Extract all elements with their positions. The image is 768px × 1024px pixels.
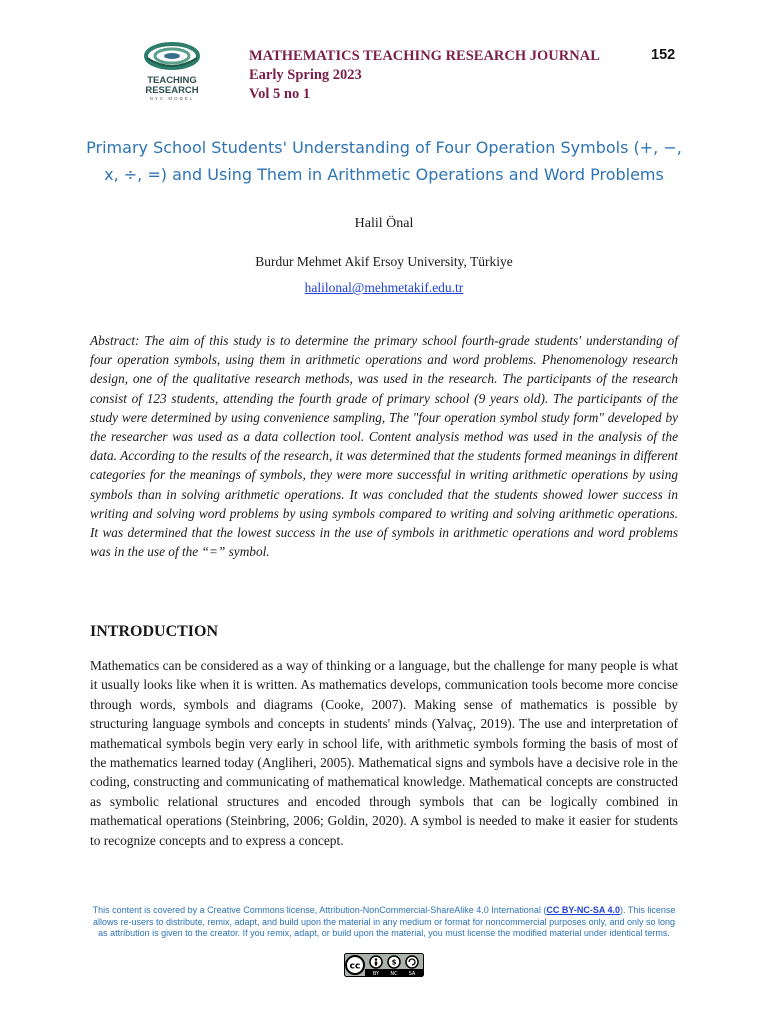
svg-text:cc: cc [349, 961, 361, 972]
page-number: 152 [651, 47, 676, 63]
cc-badge-label-sa: SA [408, 971, 416, 977]
cc-license-badge-icon [344, 953, 424, 977]
journal-name: MATHEMATICS TEACHING RESEARCH JOURNAL [249, 48, 600, 64]
cc-badge-label-by: BY [372, 971, 380, 977]
license-notice [92, 905, 676, 940]
journal-header [249, 47, 600, 104]
license-link[interactable]: CC BY-NC-SA 4.0 [546, 905, 621, 915]
section-heading: INTRODUCTION [90, 623, 219, 640]
volume: Vol 5 no 1 [249, 86, 311, 102]
logo-wordmark: TEACHING RESEARCH [145, 75, 199, 96]
author-affiliation: Burdur Mehmet Akif Ersoy University, Türkiye [255, 254, 513, 269]
logo-tagline: NYC MODEL [149, 96, 195, 101]
paper-title: Primary School Students' Understanding of Four Operation Symbols (+, −, x, ÷, =) and Using Them in Arithmetic Operations and Word Problems [86, 138, 682, 184]
svg-text:$: $ [391, 958, 397, 967]
license-text-pre: This content is covered by a Creative Commons license, Attribution-NonCommercial-ShareAlike 4.0 International ( [92, 905, 547, 915]
intro-paragraph: Mathematics can be considered as a way of thinking or a language, but the challenge for many people is what it usually looks like when it is written. As mathematics develops, communication tools become more concise through words, symbols and diagrams (Cooke, 2007). Making sense of mathematics is possible by structuring language symbols and concepts in students' minds (Yalvaç, 2019). The use and interpretation of mathematical symbols begin very early in school life, with arithmetic symbols forming the basis of most of the mathematics learned today (Angliheri, 2005). Mathematical signs and symbols have a decisive role in the coding, constructing and communicating of mathematical knowledge. Mathematical concepts are constructed as symbolic relational structures and encoded through symbols that can be logically combined in mathematical operations (Steinbring, 2006; Goldin, 2020). A symbol is needed to make it easier for students to recognize concepts and to express a concept. [90, 658, 678, 848]
license-text-post: ). This license allows re-users to distribute, remix, adapt, and build upon the material in any medium or format for noncommercial purposes only, and only so long as attribution is given to the creator. If you remix, adapt, or build upon the material, you must license the modified material under identical terms. [92, 905, 676, 938]
author-name: Halil Önal [354, 216, 414, 231]
cc-badge-label-nc: NC [390, 971, 398, 977]
abstract: Abstract: The aim of this study is to determine the primary school fourth-grade students' understanding of four operation symbols, using them in arithmetic operations and word problems. Phenomenology research design, one of the qualitative research methods, was used in the research. The participants of the research consist of 123 students, attending the fourth grade of primary school (9 years old). The participants of the study were determined by using convenience sampling, The "four operation symbol study form" developed by the researcher was used as a data collection tool. Content analysis method was used in the analysis of the data. According to the results of the research, it was determined that the students formed meanings in different categories for the meanings of symbols, they were more successful in writing arithmetic operations by using symbols than in solving arithmetic operations. It was concluded that the students showed lower success in writing and solving word problems by using symbols compared to writing and solving arithmetic operations. It was determined that the lowest success in the use of symbols in arithmetic operations and word problems was in the use of the “=” symbol. [90, 333, 678, 560]
issue-season: Early Spring 2023 [249, 67, 362, 83]
author-email [0, 280, 768, 296]
email-link[interactable]: halilonal@mehmetakif.edu.tr [304, 280, 464, 295]
